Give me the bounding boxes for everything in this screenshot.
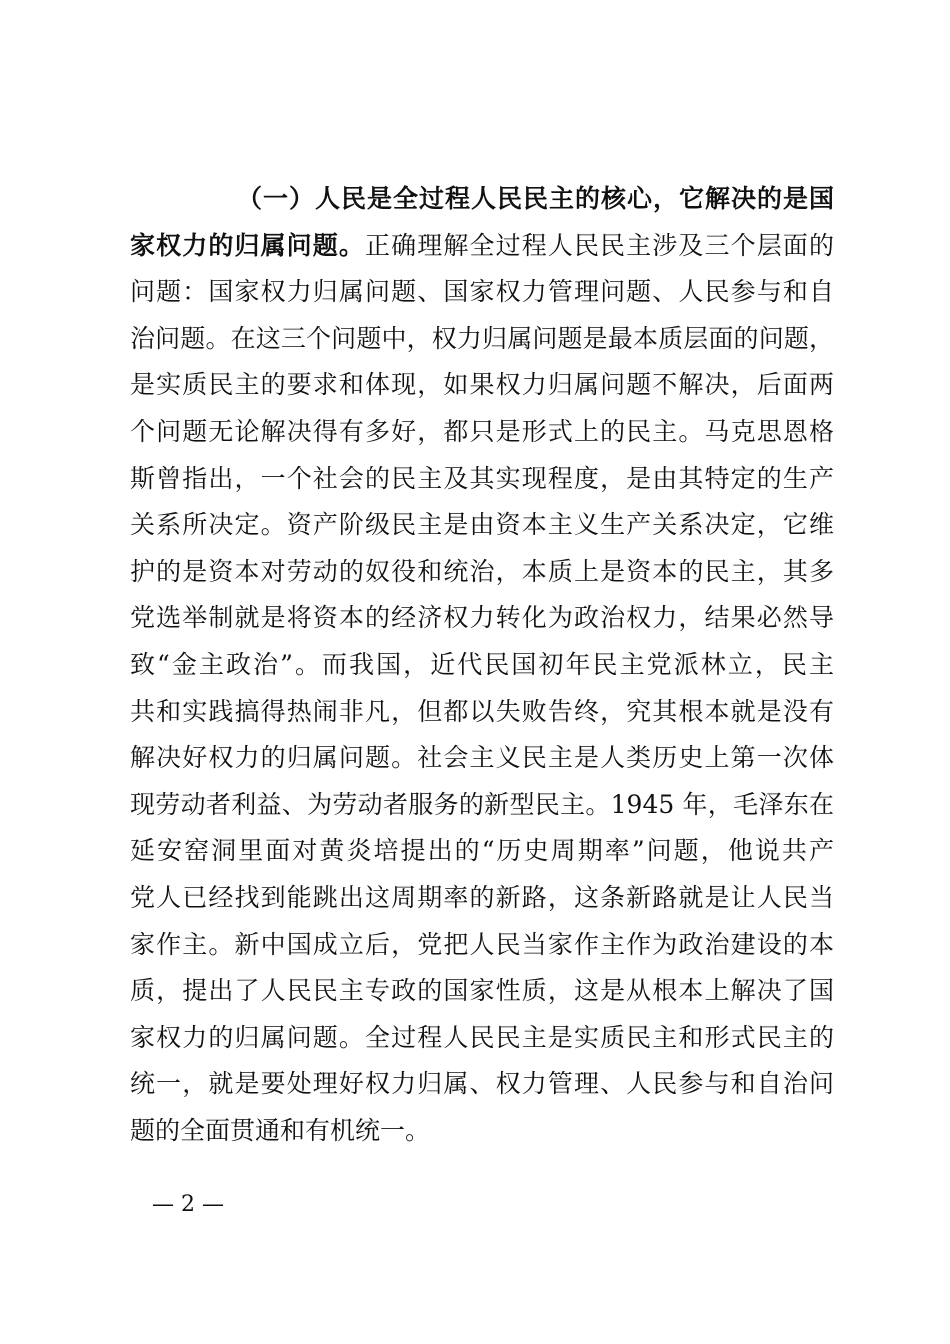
paragraph-line-9: 护的是资本对劳动的奴役和统治，本质上是资本的民主，其多 <box>130 556 834 586</box>
paragraph-line-3: 问题：国家权力归属问题、国家权力管理问题、人民参与和自 <box>130 277 834 307</box>
paragraph-line-4: 治问题。在这三个问题中，权力归属问题是最本质层面的问题， <box>130 323 834 353</box>
paragraph-line-5: 是实质民主的要求和体现，如果权力归属问题不解决，后面两 <box>130 370 834 400</box>
paragraph-line-6: 个问题无论解决得有多好，都只是形式上的民主。马克思恩格 <box>130 416 834 446</box>
paragraph-line-7: 斯曾指出，一个社会的民主及其实现程度，是由其特定的生产 <box>130 463 834 493</box>
paragraph-line-21: 题的全面贯通和有机统一。 <box>130 1115 431 1145</box>
paragraph-line-18: 质，提出了人民民主专政的国家性质，这是从根本上解决了国 <box>130 976 834 1006</box>
page-number: — 2 — <box>152 1192 224 1217</box>
paragraph-line-14: 现劳动者利益、为劳动者服务的新型民主。1945 年，毛泽东在 <box>130 789 834 819</box>
paragraph-lead-end: 家权力的归属问题。 <box>130 230 366 260</box>
body-paragraph <box>130 176 834 1154</box>
paragraph-line-20: 统一，就是要处理好权力归属、权力管理、人民参与和自治问 <box>130 1069 834 1099</box>
paragraph-line-1: （一）人民是全过程人民民主的核心，它解决的是国 <box>237 184 834 213</box>
paragraph-line-2 <box>130 223 834 270</box>
paragraph-line-12: 共和实践搞得热闹非凡，但都以失败告终，究其根本就是没有 <box>130 696 834 726</box>
paragraph-line-13: 解决好权力的归属问题。社会主义民主是人类历史上第一次体 <box>130 743 834 773</box>
paragraph-line-15: 延安窑洞里面对黄炎培提出的“历史周期率”问题，他说共产 <box>130 836 834 866</box>
paragraph-line-19: 家权力的归属问题。全过程人民民主是实质民主和形式民主的 <box>130 1022 834 1052</box>
paragraph-line-17: 家作主。新中国成立后，党把人民当家作主作为政治建设的本 <box>130 929 834 959</box>
paragraph-line-8: 关系所决定。资产阶级民主是由资本主义生产关系决定，它维 <box>130 510 834 540</box>
paragraph-line-2-rest: 正确理解全过程人民民主涉及三个层面的 <box>365 230 834 260</box>
paragraph-line-16: 党人已经找到能跳出这周期率的新路，这条新路就是让人民当 <box>130 882 834 912</box>
paragraph-line-10: 党选举制就是将资本的经济权力转化为政治权力，结果必然导 <box>130 603 834 633</box>
paragraph-line-11: 致“金主政治”。而我国，近代民国初年民主党派林立，民主 <box>130 649 834 679</box>
